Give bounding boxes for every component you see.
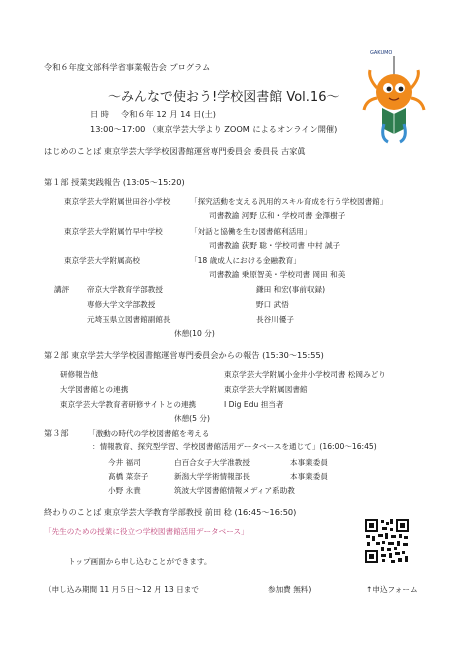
program-line: 令和６年度文部科学省事業報告会 プログラム <box>44 62 211 72</box>
application-form-label: ↑申込フォーム <box>366 585 418 594</box>
part2-item-label-3: 東京学芸大学教育者研修サイトとの連携 <box>60 400 197 409</box>
page-title: ～みんなで使おう!学校図書館 Vol.16～ <box>108 90 340 105</box>
participation-fee: 参加費 無料) <box>268 585 312 594</box>
lecturer-name-1: 鎌田 和宏(事前収録) <box>256 285 326 294</box>
apply-note: トップ画面から申し込むことができます。 <box>68 557 212 566</box>
lecturer-name-3: 長谷川優子 <box>256 315 294 324</box>
part2-heading: 第２部 東京学芸大学学校図書館運営専門委員会からの報告 (15:30～15:55) <box>44 350 324 360</box>
lecturer-affiliation-1: 帝京大学教育学部教授 <box>87 285 163 294</box>
part1-break: 休憩(10 分) <box>174 329 215 338</box>
opening-remarks: はじめのことば 東京学芸大学学校図書館運営専門委員会 委員長 古家眞 <box>44 146 306 156</box>
time-value: 13:00～17:00 （東京学芸大学より ZOOM によるオンライン開催) <box>90 124 338 134</box>
part1-school-2: 東京学芸大学附属竹早中学校 <box>64 227 163 236</box>
part1-presenters-2: 司書教諭 荻野 聡・学校司書 中村 誠子 <box>209 241 341 250</box>
part1-presenters-1: 司書教諭 河野 広和・学校司書 金澤樹子 <box>209 211 346 220</box>
part3-theme-line2: ：情報教育、探究型学習、学校図書館活用データベースを通じて」(16:00～16:45) <box>92 442 377 451</box>
part2-item-presenter-2: 東京学芸大学附属図書館 <box>224 385 308 394</box>
part2-item-label-1: 研修報告他 <box>60 370 98 379</box>
part2-break: 休憩(5 分) <box>174 414 210 423</box>
part2-item-label-2: 大学図書館との連携 <box>60 385 129 394</box>
speaker-name-2: 髙橋 菜奈子 <box>108 472 149 481</box>
part2-item-presenter-1: 東京学芸大学附属小金井小学校司書 松岡みどり <box>224 370 386 379</box>
speaker-affiliation-3: 筑波大学図書館情報メディア系助教 <box>174 486 295 495</box>
speaker-name-1: 今井 福司 <box>108 458 141 467</box>
closing-remarks: 終わりのことば 東京学芸大学教育学部教授 前田 稔 (16:45～16:50) <box>44 507 297 517</box>
lecturer-affiliation-2: 専修大学文学部教授 <box>87 300 156 309</box>
logo-brand-text: GAKUMO <box>370 50 393 56</box>
part1-presenters-3: 司書教諭 乗原智美・学校司書 岡田 和美 <box>209 270 346 279</box>
part1-school-3: 東京学芸大学附属高校 <box>64 256 140 265</box>
speaker-role-1: 本事業委員 <box>290 458 328 467</box>
part3-theme-line1: 「激動の時代の学校図書館を考える <box>88 429 210 438</box>
part1-school-1: 東京学芸大学附属世田谷小学校 <box>64 197 171 206</box>
date-label: 日 時 <box>90 109 109 119</box>
part1-heading: 第１部 授業実践報告 (13:05～15:20) <box>44 177 185 187</box>
part3-heading: 第３部 <box>44 428 69 438</box>
lecture-label: 講評 <box>54 285 70 294</box>
speaker-affiliation-2: 新潟大学学術情報部長 <box>174 472 250 481</box>
part2-item-presenter-3: I Dig Edu 担当者 <box>224 400 284 409</box>
application-period: （申し込み期間 11 月５日～12 月 13 日まで <box>44 585 199 594</box>
speaker-role-2: 本事業委員 <box>290 472 328 481</box>
speaker-name-3: 小野 永貴 <box>108 486 141 495</box>
part1-theme-1: 「探究活動を支える汎用的スキル育成を行う学校図書館」 <box>190 197 388 206</box>
spider-reading-book-icon <box>362 48 426 144</box>
part1-theme-2: 「対話と協働を生む図書館利活用」 <box>190 227 312 236</box>
speaker-affiliation-1: 白百合女子大学准教授 <box>174 458 250 467</box>
part1-theme-3: 「18 歳成人における金融教育」 <box>190 256 301 265</box>
lecturer-name-2: 野口 武悟 <box>256 300 289 309</box>
database-link[interactable]: 「先生のための授業に役立つ学校図書館活用データベース」 <box>44 527 249 536</box>
qr-code-icon[interactable] <box>364 518 410 564</box>
lecturer-affiliation-3: 元埼玉県立図書館副館長 <box>87 315 171 324</box>
date-value: 令和６年 12 月 14 日(土) <box>121 109 216 119</box>
